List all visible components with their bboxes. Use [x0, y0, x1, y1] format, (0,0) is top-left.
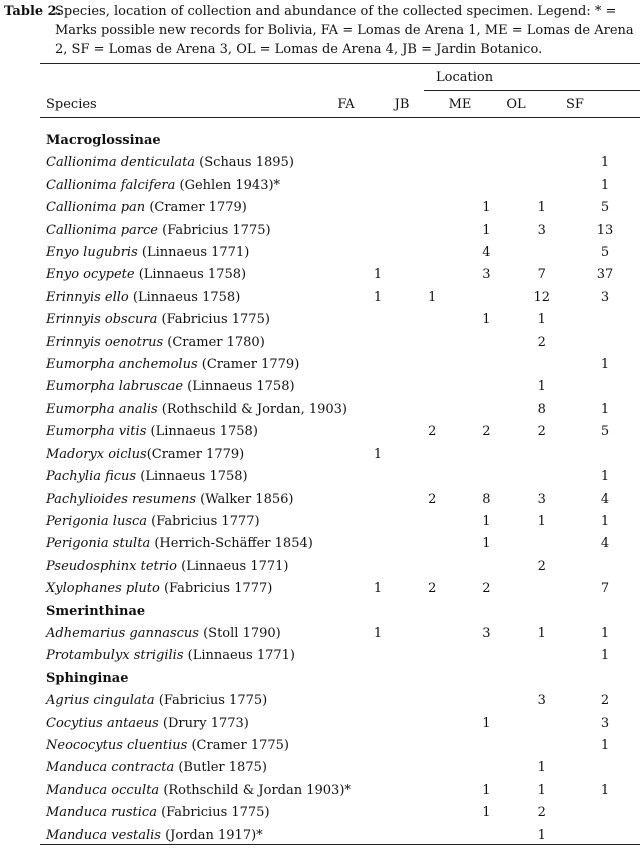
species-name: Agrius cingulata: [46, 693, 155, 709]
table-row: [40, 645, 640, 667]
count-fa: [351, 354, 405, 376]
count-me: [459, 645, 513, 667]
species-name: Pachylia ficus: [46, 469, 137, 485]
table-caption: [4, 2, 640, 59]
count-ol: 12: [533, 289, 551, 305]
table-row: [40, 264, 640, 286]
species-author: (Gehlen 1943)*: [175, 177, 281, 193]
species-author: (Linnaeus 1758): [128, 289, 241, 305]
count-sf: 1: [600, 401, 610, 417]
section-title: Macroglossinae: [46, 133, 161, 148]
table-row: [40, 489, 640, 511]
species-cell: [40, 578, 351, 600]
count-sf: 2: [600, 693, 610, 709]
species-name: Eumorpha vitis: [46, 424, 147, 440]
species-author: (Drury 1773): [158, 715, 249, 731]
count-me: 1: [482, 222, 491, 238]
species-author: (Linnaeus 1771): [137, 245, 250, 261]
count-me: 2: [482, 581, 491, 597]
count-sf: 1: [600, 625, 610, 641]
count-jb: [405, 802, 459, 824]
count-jb: [405, 197, 459, 219]
species-name: Erinnyis obscura: [46, 312, 158, 328]
species-author: (Herrich-Schäffer 1854): [150, 536, 313, 552]
count-jb: [405, 735, 459, 757]
species-cell: [40, 152, 351, 174]
species-name: Xylophanes pluto: [46, 581, 160, 597]
table-row: [40, 713, 640, 735]
count-jb: [405, 175, 459, 197]
species-author: (Butler 1875): [174, 760, 267, 776]
count-me: 3: [482, 625, 491, 641]
count-ol: 1: [537, 827, 546, 843]
species-author: (Cramer 1780): [163, 334, 265, 350]
species-author: (Fabricius 1775): [156, 805, 270, 821]
table-row: [40, 421, 640, 443]
species-name: Neococytus cluentius: [46, 737, 188, 753]
count-me: 1: [482, 200, 491, 216]
count-fa: [351, 332, 405, 354]
species-cell: [40, 489, 351, 511]
count-jb: [405, 466, 459, 488]
species-author: (Cramer 1779): [146, 446, 245, 462]
section-row: [40, 130, 640, 152]
count-fa: [351, 556, 405, 578]
species-author: (Linnaeus 1771): [176, 558, 289, 574]
table-row: [40, 332, 640, 354]
count-fa: [351, 757, 405, 779]
species-author: (Stoll 1790): [198, 625, 281, 641]
section-title: Smerinthinae: [46, 603, 146, 619]
count-ol: [514, 578, 570, 600]
table-row: [40, 780, 640, 802]
species-author: (Fabricius 1775): [158, 222, 271, 238]
count-ol: [514, 735, 570, 757]
species-cell: [40, 802, 351, 824]
caption-line-1: [4, 2, 640, 21]
count-fa: [351, 399, 405, 421]
species-name: Cocytius antaeus: [46, 715, 159, 731]
table-row: [40, 399, 640, 421]
count-ol: 7: [537, 267, 546, 283]
count-sf: [570, 802, 640, 824]
species-author: (Fabricius 1777): [159, 581, 273, 597]
table-row: [40, 802, 640, 824]
species-author: (Fabricius 1775): [154, 693, 268, 709]
count-fa: [351, 152, 405, 174]
species-name: Pseudosphinx tetrio: [46, 558, 177, 574]
count-me: [459, 175, 513, 197]
count-jb: 2: [428, 424, 437, 440]
count-sf: 1: [600, 737, 610, 753]
species-name: Enyo ocypete: [46, 267, 135, 283]
table-row: [40, 466, 640, 488]
species-author: (Linnaeus 1758): [183, 379, 295, 395]
species-cell: [40, 623, 351, 645]
count-sf: 5: [600, 424, 610, 440]
species-author: (Fabricius 1775): [157, 312, 270, 328]
count-jb: [405, 220, 459, 242]
table-row: [40, 309, 640, 331]
count-me: 3: [482, 267, 491, 283]
species-name: Manduca vestalis: [46, 827, 161, 843]
count-me: 4: [482, 245, 491, 261]
count-fa: [351, 735, 405, 757]
count-ol: [514, 175, 570, 197]
species-cell: [40, 264, 351, 286]
species-cell: [40, 444, 351, 466]
count-ol: 1: [537, 782, 546, 798]
species-author: (Linnaeus 1758): [146, 424, 258, 440]
count-jb: [405, 780, 459, 802]
species-cell: [40, 287, 351, 309]
count-sf: 1: [600, 782, 610, 798]
species-author: (Linnaeus 1758): [134, 267, 247, 283]
count-jb: [405, 264, 459, 286]
table-row: [40, 623, 640, 645]
count-fa: 1: [373, 446, 383, 462]
species-cell: [40, 690, 351, 712]
species-cell: [40, 399, 351, 421]
species-cell: [40, 354, 351, 376]
table-row: [40, 376, 640, 398]
species-author: (Fabricius 1777): [147, 513, 260, 529]
count-fa: [351, 309, 405, 331]
species-header: Species: [46, 97, 97, 112]
count-jb: [405, 533, 459, 555]
count-fa: 1: [373, 581, 383, 597]
count-me: [459, 466, 513, 488]
count-me: 1: [482, 536, 491, 552]
count-me: 1: [482, 312, 491, 328]
section-row: [40, 601, 640, 623]
species-cell: [40, 757, 351, 779]
count-sf: [570, 332, 640, 354]
species-cell: [40, 376, 351, 398]
caption-line-3: 2, SF = Lomas de Arena 3, OL = Lomas de Arena 4, JB = Jardin Botanico.: [55, 42, 543, 57]
count-fa: 1: [373, 289, 383, 305]
species-name: Manduca contracta: [46, 760, 175, 776]
header-rule: [40, 117, 640, 118]
species-author: (Linnaeus 1758): [136, 469, 248, 485]
count-me: [459, 332, 513, 354]
count-sf: 1: [600, 357, 610, 373]
table-row: [40, 242, 640, 264]
count-sf: [570, 757, 640, 779]
count-fa: [351, 220, 405, 242]
caption-label: Table 2.: [4, 4, 62, 19]
species-name: Perigonia stulta: [46, 536, 151, 552]
count-sf: 4: [600, 491, 610, 507]
location-header: Location: [436, 70, 494, 85]
species-name: Adhemarius gannascus: [46, 625, 199, 641]
count-jb: 1: [428, 289, 437, 305]
count-ol: 3: [537, 491, 546, 507]
species-cell: [40, 735, 351, 757]
count-jb: [405, 399, 459, 421]
count-fa: [351, 511, 405, 533]
count-jb: [405, 444, 459, 466]
column-header-jb: JB: [394, 97, 410, 112]
table-row: [40, 220, 640, 242]
count-fa: [351, 466, 405, 488]
count-fa: [351, 713, 405, 735]
species-name: Manduca rustica: [46, 805, 157, 821]
top-rule: [40, 63, 640, 64]
species-cell: [40, 421, 351, 443]
species-name: Eumorpha analis: [46, 401, 158, 417]
count-me: [459, 444, 513, 466]
count-sf: 1: [600, 648, 610, 664]
species-author: (Walker 1856): [196, 491, 294, 507]
count-jb: [405, 242, 459, 264]
species-cell: [40, 511, 351, 533]
count-ol: 2: [537, 334, 546, 350]
count-ol: 1: [537, 513, 546, 529]
count-me: [459, 757, 513, 779]
count-jb: 2: [428, 491, 437, 507]
species-name: Eumorpha anchemolus: [46, 357, 198, 373]
count-fa: 1: [373, 625, 383, 641]
count-fa: [351, 690, 405, 712]
count-sf: 5: [600, 200, 610, 216]
count-jb: [405, 332, 459, 354]
count-ol: [514, 242, 570, 264]
table-row: [40, 197, 640, 219]
count-sf: 1: [600, 155, 610, 171]
table-row: [40, 354, 640, 376]
count-sf: 7: [600, 581, 610, 597]
species-cell: [40, 556, 351, 578]
table-row: [40, 175, 640, 197]
table-row: [40, 152, 640, 174]
count-sf: 4: [600, 536, 610, 552]
species-cell: [40, 220, 351, 242]
species-name: Pachylioides resumens: [46, 491, 197, 507]
species-author: (Jordan 1917)*: [160, 827, 263, 843]
count-ol: 2: [537, 558, 546, 574]
count-sf: [570, 556, 640, 578]
count-sf: 13: [596, 222, 614, 238]
species-cell: [40, 645, 351, 667]
count-ol: 1: [537, 625, 546, 641]
caption-line-2: Marks possible new records for Bolivia, FA = Lomas de Arena 1, ME = Lomas de Arena: [55, 23, 634, 38]
species-author: (Rothschild & Jordan, 1903): [157, 401, 348, 417]
count-ol: 1: [537, 760, 546, 776]
count-sf: 5: [600, 245, 610, 261]
species-name: Callionima parce: [46, 222, 158, 238]
table-row: [40, 556, 640, 578]
count-jb: 2: [428, 581, 437, 597]
species-table: [40, 130, 640, 847]
table-row: [40, 511, 640, 533]
column-header-ol: OL: [506, 97, 526, 112]
count-ol: [514, 444, 570, 466]
species-name: Eumorpha labruscae: [46, 379, 184, 395]
count-ol: 1: [537, 379, 546, 395]
table-row: [40, 578, 640, 600]
count-fa: [351, 197, 405, 219]
species-name: Callionima pan: [46, 200, 146, 216]
species-name: Callionima denticulata: [46, 155, 196, 171]
count-sf: 1: [600, 177, 610, 193]
count-me: 8: [482, 491, 491, 507]
count-fa: [351, 645, 405, 667]
count-jb: [405, 152, 459, 174]
species-name: Madoryx oiclus: [46, 446, 147, 462]
count-me: 1: [482, 513, 491, 529]
count-jb: [405, 354, 459, 376]
count-ol: 3: [537, 693, 546, 709]
count-me: [459, 690, 513, 712]
count-me: [459, 735, 513, 757]
count-ol: [514, 533, 570, 555]
count-ol: 3: [537, 222, 546, 238]
count-jb: [405, 713, 459, 735]
count-jb: [405, 309, 459, 331]
count-fa: [351, 242, 405, 264]
species-name: Erinnyis ello: [46, 289, 129, 305]
table-row: [40, 533, 640, 555]
count-ol: [514, 713, 570, 735]
species-cell: [40, 466, 351, 488]
species-name: Callionima falcifera: [46, 177, 176, 193]
species-cell: [40, 332, 351, 354]
species-author: (Cramer 1779): [145, 200, 247, 216]
species-author: (Schaus 1895): [195, 155, 294, 171]
count-fa: [351, 780, 405, 802]
count-me: 1: [482, 782, 491, 798]
species-cell: [40, 197, 351, 219]
count-me: 2: [482, 424, 491, 440]
section-title: Sphinginae: [46, 670, 129, 686]
species-table-body: [40, 130, 640, 847]
count-me: [459, 354, 513, 376]
count-fa: [351, 376, 405, 398]
section-row: [40, 668, 640, 690]
count-ol: 8: [537, 401, 546, 417]
table-row: [40, 735, 640, 757]
count-jb: [405, 623, 459, 645]
count-ol: 2: [537, 805, 546, 821]
count-jb: [405, 757, 459, 779]
species-name: Manduca occulta: [46, 782, 160, 798]
count-sf: [570, 376, 640, 398]
count-ol: [514, 354, 570, 376]
species-cell: [40, 309, 351, 331]
count-ol: [514, 645, 570, 667]
location-rule: [424, 90, 640, 91]
count-sf: 1: [600, 469, 610, 485]
count-fa: [351, 421, 405, 443]
count-me: [459, 556, 513, 578]
count-sf: [570, 444, 640, 466]
column-header-fa: FA: [337, 97, 355, 112]
count-ol: [514, 152, 570, 174]
species-name: Erinnyis oenotrus: [46, 334, 164, 350]
count-jb: [405, 690, 459, 712]
count-me: [459, 287, 513, 309]
species-author: (Cramer 1779): [197, 357, 300, 373]
count-fa: 1: [373, 267, 383, 283]
column-header-sf: SF: [566, 97, 584, 112]
count-ol: 1: [537, 312, 546, 328]
count-fa: [351, 802, 405, 824]
table-row: [40, 757, 640, 779]
species-cell: [40, 780, 351, 802]
table-row: [40, 690, 640, 712]
species-author: (Cramer 1775): [187, 737, 289, 753]
count-me: [459, 152, 513, 174]
bottom-rule: [40, 844, 640, 845]
count-fa: [351, 533, 405, 555]
count-jb: [405, 511, 459, 533]
count-sf: 3: [600, 289, 610, 305]
species-name: Enyo lugubris: [46, 245, 138, 261]
count-jb: [405, 556, 459, 578]
species-author: (Linnaeus 1771): [183, 648, 295, 664]
count-fa: [351, 489, 405, 511]
count-ol: 1: [537, 200, 546, 216]
count-sf: 1: [600, 513, 610, 529]
table-row: [40, 287, 640, 309]
species-cell: [40, 713, 351, 735]
count-sf: [570, 309, 640, 331]
count-sf: 3: [600, 715, 610, 731]
count-me: 1: [482, 805, 491, 821]
column-header-me: ME: [448, 97, 472, 112]
count-jb: [405, 376, 459, 398]
count-jb: [405, 645, 459, 667]
count-me: [459, 376, 513, 398]
species-cell: [40, 175, 351, 197]
species-author: (Rothschild & Jordan 1903)*: [159, 782, 351, 798]
table-row: [40, 444, 640, 466]
count-ol: 2: [537, 424, 546, 440]
count-ol: [514, 466, 570, 488]
count-me: 1: [482, 715, 491, 731]
species-cell: [40, 242, 351, 264]
count-fa: [351, 175, 405, 197]
count-sf: 37: [596, 267, 614, 283]
species-name: Perigonia lusca: [46, 513, 148, 529]
species-cell: [40, 533, 351, 555]
caption-text-1: Species, location of collection and abundance of the collected specimen. Legend: * =: [55, 4, 617, 19]
count-me: [459, 399, 513, 421]
species-name: Protambulyx strigilis: [46, 648, 184, 664]
